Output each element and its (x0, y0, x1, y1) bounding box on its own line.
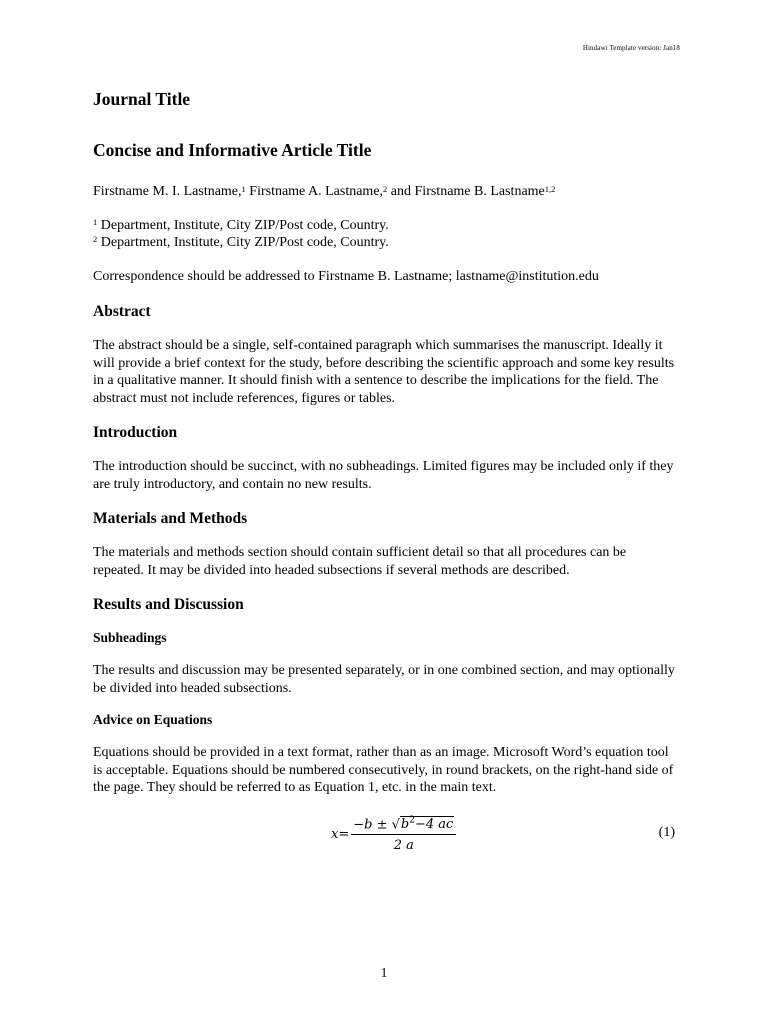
correspondence-line: Correspondence should be addressed to Firstname B. Lastname; lastname@institution.edu (93, 269, 599, 284)
journal-title: Journal Title (93, 89, 191, 109)
subheadings-heading: Subheadings (93, 630, 167, 645)
abstract-heading: Abstract (93, 303, 151, 320)
subheadings-text: The results and discussion may be presented separately, or in one combined section, and may optionally be divided into headed subsections. (93, 663, 675, 696)
affiliation-line (93, 234, 677, 251)
radicand (400, 816, 454, 832)
radicand-exponent: 2 (409, 815, 415, 826)
document-body (93, 88, 677, 859)
equation-lhs: x= (331, 827, 350, 842)
affiliation-line (93, 217, 677, 234)
radicand-base: b (400, 817, 410, 833)
author-name: Firstname A. Lastname, (249, 184, 384, 199)
affiliation-list (93, 217, 677, 251)
abstract-text: The abstract should be a single, self-contained paragraph which summarises the manuscript. Ideally it will provide a brief context for the study, before describing the scientific approach and some key results in a qualitative manner. It should finish with a sentence to describe the implications for the field. The abstract must not include references, figures or tables. (93, 338, 675, 406)
radicand-rest: −4 ac (414, 817, 454, 833)
affiliation-marker: 1 (93, 217, 98, 227)
methods-heading: Materials and Methods (93, 510, 248, 527)
equations-heading: Advice on Equations (93, 712, 213, 727)
introduction-text: The introduction should be succinct, with no subheadings. Limited figures may be included only if they are truly introductory, and contain no new results. (93, 459, 674, 492)
author-name: Firstname B. Lastname (414, 184, 545, 199)
equation-block (93, 811, 677, 859)
template-version-note: Hindawi Template version: Jan18 (582, 44, 680, 52)
author-affiliation-marker: 1,2 (544, 184, 556, 194)
quadratic-equation (331, 811, 456, 859)
equation-number: (1) (658, 824, 675, 840)
page-number: 1 (380, 965, 388, 980)
equation-fraction (351, 816, 456, 853)
introduction-heading: Introduction (93, 424, 178, 441)
author-name: Firstname M. I. Lastname, (93, 184, 242, 199)
affiliation-text: Department, Institute, City ZIP/Post code, Country. (97, 218, 389, 233)
author-affiliation-marker: 1 (241, 184, 246, 194)
article-title: Concise and Informative Article Title (93, 140, 372, 160)
square-root (392, 816, 455, 832)
author-separator: and (387, 184, 415, 199)
methods-text: The materials and methods section should contain sufficient detail so that all procedures can be repeated. It may be divided into headed subsections if several methods are described. (93, 545, 627, 578)
equation-numerator (351, 816, 456, 835)
equations-text: Equations should be provided in a text format, rather than as an image. Microsoft Word’s equation tool is acceptable. Equations should be numbered consecutively, in round brackets, on the right-hand side of the page. They should be referred to as Equation 1, etc. in the main text. (93, 745, 674, 795)
author-list (93, 183, 677, 201)
affiliation-marker: 2 (93, 234, 98, 244)
numerator-prefix: −b ± (353, 817, 392, 833)
equation-denominator: 2 a (393, 838, 414, 854)
author-affiliation-marker: 2 (383, 184, 388, 194)
results-heading: Results and Discussion (93, 596, 244, 613)
affiliation-text: Department, Institute, City ZIP/Post code, Country. (97, 235, 389, 250)
radical-sign: √ (391, 817, 400, 833)
